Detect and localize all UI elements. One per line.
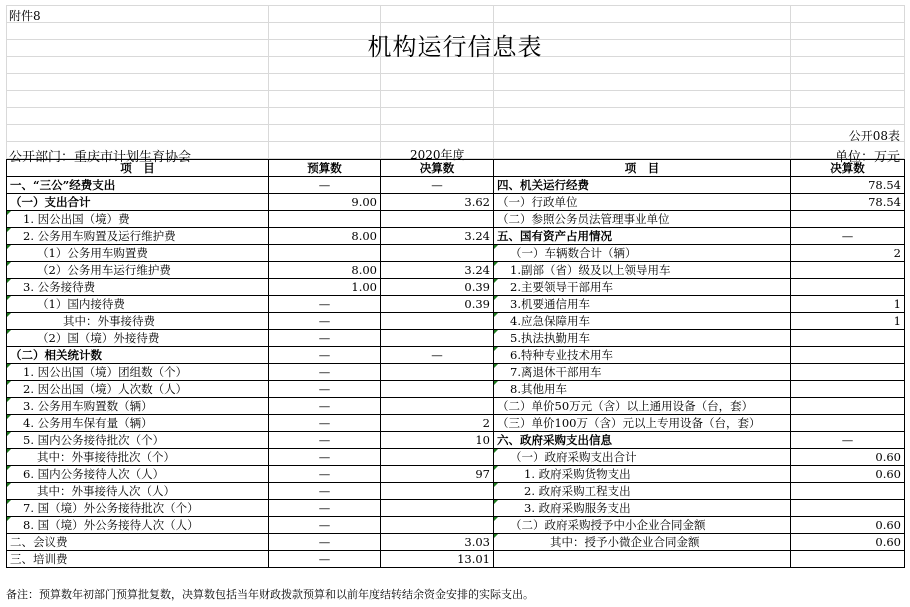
blank-grid-cell[interactable]	[381, 108, 494, 125]
budget-cell[interactable]: 8.00	[269, 262, 381, 279]
table-row	[7, 347, 905, 364]
right-item-cell[interactable]: 其中：授予小微企业合同金额	[494, 534, 791, 551]
table-row	[7, 415, 905, 432]
final-left-cell[interactable]: 2	[381, 415, 494, 432]
sheet-grid	[6, 5, 904, 568]
final-right-cell[interactable]	[791, 211, 905, 228]
right-item-cell[interactable]: 2. 政府采购工程支出	[494, 483, 791, 500]
final-right-cell[interactable]: 0.60	[791, 449, 905, 466]
blank-grid-row	[7, 74, 905, 91]
header-item-left: 项 目	[7, 160, 269, 177]
final-right-cell[interactable]	[791, 483, 905, 500]
budget-cell[interactable]: —	[269, 364, 381, 381]
right-item-cell[interactable]: 4.应急保障用车	[494, 313, 791, 330]
final-right-cell[interactable]: 1	[791, 296, 905, 313]
left-item-cell[interactable]: 三、培训费	[7, 551, 269, 568]
blank-grid-cell[interactable]	[494, 142, 791, 159]
table-row	[7, 534, 905, 551]
final-right-cell[interactable]: 0.60	[791, 534, 905, 551]
table-row	[7, 194, 905, 211]
final-left-cell[interactable]: 13.01	[381, 551, 494, 568]
budget-cell[interactable]: —	[269, 330, 381, 347]
blank-grid-cell[interactable]	[269, 6, 381, 23]
left-item-cell[interactable]: 1. 因公出国（境）团组数（个）	[7, 364, 269, 381]
right-item-cell[interactable]: 3.机要通信用车	[494, 296, 791, 313]
blank-grid-cell[interactable]	[381, 91, 494, 108]
final-right-cell[interactable]: 0.60	[791, 466, 905, 483]
final-right-cell[interactable]: 78.54	[791, 194, 905, 211]
left-item-cell[interactable]: 3. 公务接待费	[7, 279, 269, 296]
blank-grid-cell[interactable]	[7, 6, 269, 23]
budget-cell[interactable]: —	[269, 432, 381, 449]
final-left-cell[interactable]: 0.39	[381, 296, 494, 313]
final-right-cell[interactable]	[791, 262, 905, 279]
table-row	[7, 381, 905, 398]
blank-grid-cell[interactable]	[7, 108, 269, 125]
budget-cell[interactable]: —	[269, 398, 381, 415]
header-budget: 预算数	[269, 160, 381, 177]
final-left-cell[interactable]	[381, 313, 494, 330]
table-row	[7, 228, 905, 245]
final-left-cell[interactable]: 3.24	[381, 228, 494, 245]
budget-cell[interactable]: 8.00	[269, 228, 381, 245]
table-row	[7, 551, 905, 568]
right-item-cell[interactable]: 7.离退休干部用车	[494, 364, 791, 381]
left-item-cell[interactable]: 6. 国内公务接待人次（人）	[7, 466, 269, 483]
blank-grid-cell[interactable]	[381, 74, 494, 91]
header-final-left: 决算数	[381, 160, 494, 177]
final-right-cell[interactable]	[791, 364, 905, 381]
table-row	[7, 262, 905, 279]
budget-cell[interactable]: 1.00	[269, 279, 381, 296]
table-row	[7, 398, 905, 415]
blank-grid-cell[interactable]	[7, 74, 269, 91]
final-left-cell[interactable]	[381, 517, 494, 534]
page-title: 机构运行信息表	[367, 33, 543, 61]
blank-grid-cell[interactable]	[791, 6, 905, 23]
blank-grid-row	[7, 6, 905, 23]
final-right-cell[interactable]: 2	[791, 245, 905, 262]
final-left-cell[interactable]	[381, 483, 494, 500]
final-left-cell[interactable]	[381, 211, 494, 228]
blank-grid-cell[interactable]	[494, 6, 791, 23]
budget-cell[interactable]: —	[269, 517, 381, 534]
blank-grid-cell[interactable]	[269, 91, 381, 108]
final-left-cell[interactable]	[381, 330, 494, 347]
right-item-cell[interactable]: 2.主要领导干部用车	[494, 279, 791, 296]
table-row	[7, 500, 905, 517]
budget-cell[interactable]: —	[269, 415, 381, 432]
left-item-cell[interactable]: 3. 公务用车购置数（辆）	[7, 398, 269, 415]
left-item-cell[interactable]: 5. 国内公务接待批次（个）	[7, 432, 269, 449]
blank-grid-cell[interactable]	[494, 108, 791, 125]
budget-cell[interactable]	[269, 245, 381, 262]
blank-grid-cell[interactable]	[494, 91, 791, 108]
final-right-cell[interactable]: 78.54	[791, 177, 905, 194]
attachment-label: 附件8	[9, 9, 41, 23]
final-left-cell[interactable]	[381, 245, 494, 262]
budget-cell[interactable]: —	[269, 551, 381, 568]
header-item-right: 项 目	[494, 160, 791, 177]
table-row	[7, 432, 905, 449]
left-item-cell[interactable]: （二）相关统计数	[7, 347, 269, 364]
right-item-cell[interactable]	[494, 551, 791, 568]
final-right-cell[interactable]	[791, 415, 905, 432]
header-final-right: 决算数	[791, 160, 905, 177]
left-item-cell[interactable]: 其中：外事接待批次（个）	[7, 449, 269, 466]
blank-grid-cell[interactable]	[791, 91, 905, 108]
left-item-cell[interactable]: 1. 因公出国（境）费	[7, 211, 269, 228]
table-row	[7, 177, 905, 194]
final-right-cell[interactable]: 0.60	[791, 517, 905, 534]
final-left-cell[interactable]	[381, 364, 494, 381]
left-item-cell[interactable]: （2）国（境）外接待费	[7, 330, 269, 347]
right-item-cell[interactable]: （一）车辆数合计（辆）	[494, 245, 791, 262]
right-item-cell[interactable]: （一）行政单位	[494, 194, 791, 211]
blank-grid-cell[interactable]	[791, 108, 905, 125]
left-item-cell[interactable]: 其中：外事接待费	[7, 313, 269, 330]
left-item-cell[interactable]: （2）公务用车运行维护费	[7, 262, 269, 279]
final-right-cell[interactable]	[791, 398, 905, 415]
right-item-cell[interactable]: （二）参照公务员法管理事业单位	[494, 211, 791, 228]
blank-grid-cell[interactable]	[494, 74, 791, 91]
blank-grid-cell[interactable]	[269, 142, 381, 159]
budget-cell[interactable]: —	[269, 347, 381, 364]
final-left-cell[interactable]	[381, 398, 494, 415]
table-row	[7, 449, 905, 466]
right-item-cell[interactable]: 四、机关运行经费	[494, 177, 791, 194]
public-table-number: 公开08表	[848, 129, 900, 143]
budget-cell[interactable]: —	[269, 177, 381, 194]
final-left-cell[interactable]: 3.03	[381, 534, 494, 551]
final-left-cell[interactable]: 0.39	[381, 279, 494, 296]
right-item-cell[interactable]: 五、国有资产占用情况	[494, 228, 791, 245]
blank-grid-cell[interactable]	[494, 125, 791, 142]
right-item-cell[interactable]: 六、政府采购支出信息	[494, 432, 791, 449]
blank-grid-row	[7, 108, 905, 125]
final-left-cell[interactable]: 97	[381, 466, 494, 483]
unit-label: 单位：万元	[834, 150, 900, 165]
left-item-cell[interactable]: 7. 国（境）外公务接待批次（个）	[7, 500, 269, 517]
right-item-cell[interactable]: （二）单价50万元（含）以上通用设备（台，套）	[494, 398, 791, 415]
budget-cell[interactable]: —	[269, 381, 381, 398]
right-item-cell[interactable]: 1.副部（省）级及以上领导用车	[494, 262, 791, 279]
final-left-cell[interactable]: 10	[381, 432, 494, 449]
right-item-cell[interactable]: （三）单价100万（含）元以上专用设备（台，套）	[494, 415, 791, 432]
budget-cell[interactable]: 9.00	[269, 194, 381, 211]
right-item-cell[interactable]: 5.执法执勤用车	[494, 330, 791, 347]
final-left-cell[interactable]: 3.62	[381, 194, 494, 211]
left-item-cell[interactable]: 其中：外事接待人次（人）	[7, 483, 269, 500]
info-table	[6, 159, 905, 568]
budget-cell[interactable]: —	[269, 449, 381, 466]
left-item-cell[interactable]: （一）支出合计	[7, 194, 269, 211]
left-item-cell[interactable]: （1）国内接待费	[7, 296, 269, 313]
final-right-cell[interactable]	[791, 500, 905, 517]
final-left-cell[interactable]	[381, 381, 494, 398]
final-right-cell[interactable]	[791, 381, 905, 398]
blank-grid-cell[interactable]	[381, 125, 494, 142]
budget-cell[interactable]	[269, 211, 381, 228]
table-row	[7, 364, 905, 381]
final-left-cell[interactable]	[381, 500, 494, 517]
blank-grid-cell[interactable]	[269, 74, 381, 91]
final-left-cell[interactable]: —	[381, 177, 494, 194]
blank-grid-cell[interactable]	[269, 108, 381, 125]
left-item-cell[interactable]: （1）公务用车购置费	[7, 245, 269, 262]
budget-cell[interactable]: —	[269, 296, 381, 313]
blank-grid-cell[interactable]	[7, 91, 269, 108]
table-row	[7, 466, 905, 483]
final-left-cell[interactable]: —	[381, 347, 494, 364]
right-item-cell[interactable]: 8.其他用车	[494, 381, 791, 398]
final-right-cell[interactable]: 1	[791, 313, 905, 330]
table-row	[7, 296, 905, 313]
department-label: 公开部门：重庆市计划生育协会	[9, 150, 192, 165]
budget-cell[interactable]: —	[269, 466, 381, 483]
blank-grid-cell[interactable]	[269, 125, 381, 142]
right-item-cell[interactable]: 3. 政府采购服务支出	[494, 500, 791, 517]
final-right-cell[interactable]: —	[791, 432, 905, 449]
budget-cell[interactable]: —	[269, 500, 381, 517]
budget-cell[interactable]: —	[269, 313, 381, 330]
table-row	[7, 517, 905, 534]
final-right-cell[interactable]: —	[791, 228, 905, 245]
final-right-cell[interactable]	[791, 279, 905, 296]
left-item-cell[interactable]: 2. 公务用车购置及运行维护费	[7, 228, 269, 245]
blank-grid-cell[interactable]	[791, 74, 905, 91]
final-left-cell[interactable]	[381, 449, 494, 466]
final-right-cell[interactable]	[791, 347, 905, 364]
final-left-cell[interactable]: 3.24	[381, 262, 494, 279]
right-item-cell[interactable]: 1. 政府采购货物支出	[494, 466, 791, 483]
fiscal-year: 2020年度	[410, 148, 465, 162]
table-row	[7, 330, 905, 347]
right-item-cell[interactable]: （一）政府采购支出合计	[494, 449, 791, 466]
blank-grid-row	[7, 125, 905, 142]
blank-grid-cell[interactable]	[381, 6, 494, 23]
final-right-cell[interactable]	[791, 330, 905, 347]
left-item-cell[interactable]: 8. 国（境）外公务接待人次（人）	[7, 517, 269, 534]
table-row	[7, 313, 905, 330]
table-row	[7, 279, 905, 296]
table-row	[7, 245, 905, 262]
footnote: 备注：预算数年初部门预算批复数，决算数包括当年财政拨款预算和以前年度结转结余资金安排的实际支出。	[6, 588, 534, 601]
left-item-cell[interactable]: 4. 公务用车保有量（辆）	[7, 415, 269, 432]
blank-grid-cell[interactable]	[7, 125, 269, 142]
left-item-cell[interactable]: 一、“三公”经费支出	[7, 177, 269, 194]
table-row	[7, 483, 905, 500]
budget-cell[interactable]: —	[269, 483, 381, 500]
blank-grid-row	[7, 91, 905, 108]
budget-cell[interactable]: —	[269, 534, 381, 551]
final-right-cell[interactable]	[791, 551, 905, 568]
right-item-cell[interactable]: （二）政府采购授予中小企业合同金额	[494, 517, 791, 534]
right-item-cell[interactable]: 6.特种专业技术用车	[494, 347, 791, 364]
left-item-cell[interactable]: 2. 因公出国（境）人次数（人）	[7, 381, 269, 398]
table-row	[7, 211, 905, 228]
left-item-cell[interactable]: 二、会议费	[7, 534, 269, 551]
